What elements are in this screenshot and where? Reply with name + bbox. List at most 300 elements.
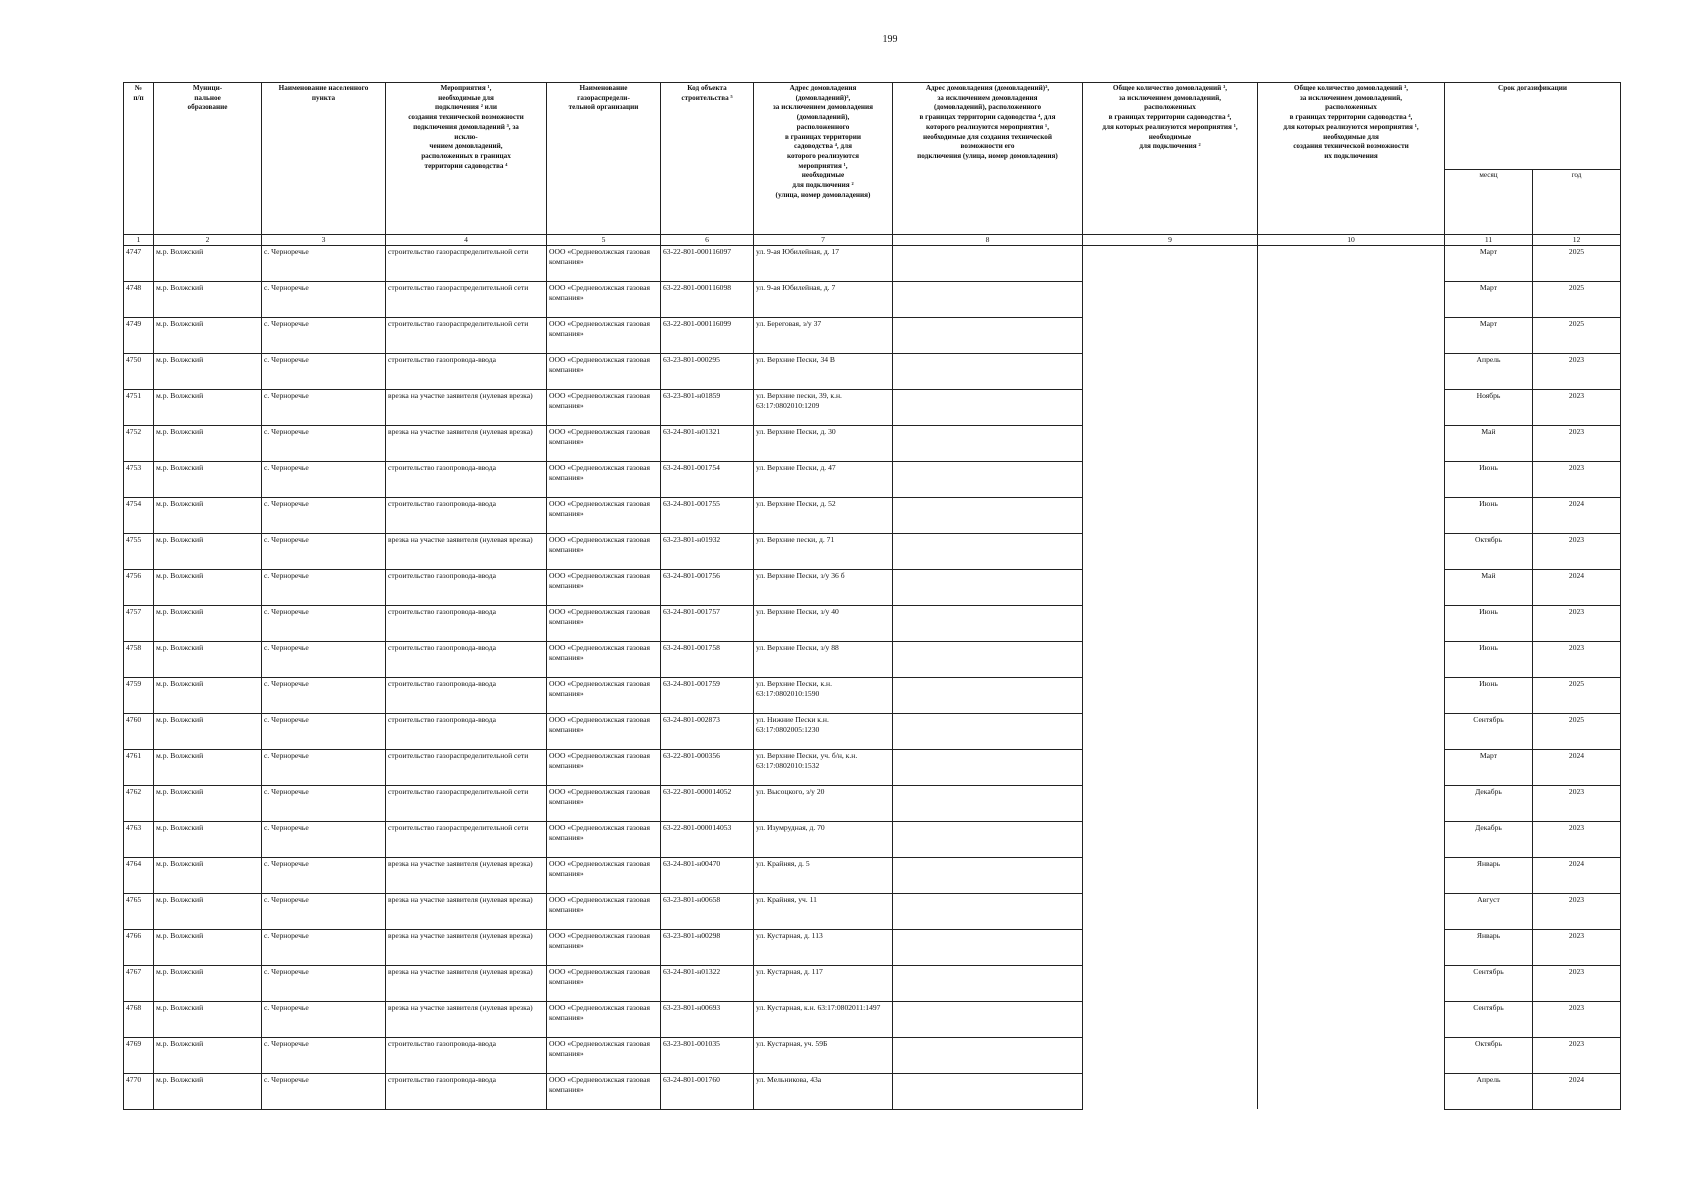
cell-month: Ноябрь (1445, 389, 1533, 425)
cell-number: 4770 (124, 1073, 154, 1109)
table-row (124, 605, 1621, 641)
cell-address: ул. Верхние пески, 39, к.н. 63:17:0802010:1209 (754, 389, 893, 425)
column-number: 12 (1533, 235, 1621, 246)
cell-object-code: 63-24-801-001754 (661, 461, 754, 497)
cell-municipality: м.р. Волжский (154, 677, 262, 713)
cell-count-technical (1258, 713, 1445, 749)
cell-count-technical (1258, 1001, 1445, 1037)
cell-event: строительство газораспределительной сети (386, 245, 547, 281)
cell-settlement: с. Черноречье (262, 1001, 386, 1037)
cell-event: строительство газораспределительной сети (386, 281, 547, 317)
cell-address: ул. Верхние Пески, д. 47 (754, 461, 893, 497)
cell-settlement: с. Черноречье (262, 389, 386, 425)
cell-address-technical (893, 317, 1083, 353)
cell-count-technical (1258, 641, 1445, 677)
header-events: Мероприятия ¹, необходимые для подключения ² или создания технической возможности подключения домовладений ³, за исклю- чением домовладений, расположенных в границах территории садоводства ⁴ (386, 83, 547, 235)
cell-event: строительство газопровода-ввода (386, 641, 547, 677)
cell-municipality: м.р. Волжский (154, 641, 262, 677)
cell-address: ул. Изумрудная, д. 70 (754, 821, 893, 857)
cell-count-connection (1083, 1037, 1258, 1073)
cell-address: ул. Верхние Пески, уч. б/н, к.н. 63:17:0802010:1532 (754, 749, 893, 785)
header-count-technical: Общее количество домовладений ³, за исключением домовладений, расположенных в границах территории садоводства ⁴, для которых реализуются мероприятия ¹, необходимые для создания технической возможности их подключения (1258, 83, 1445, 235)
table-row (124, 281, 1621, 317)
cell-settlement: с. Черноречье (262, 497, 386, 533)
header-count-connection: Общее количество домовладений ³, за исключением домовладений, расположенных в границах территории садоводства ⁴, для которых реализуются мероприятия ¹, необходимые для подключения ² (1083, 83, 1258, 235)
cell-address: ул. Верхние Пески, з/у 88 (754, 641, 893, 677)
cell-count-technical (1258, 929, 1445, 965)
header-month: месяц (1445, 170, 1533, 235)
cell-month: Январь (1445, 929, 1533, 965)
cell-count-technical (1258, 749, 1445, 785)
cell-number: 4757 (124, 605, 154, 641)
cell-month: Май (1445, 425, 1533, 461)
cell-month: Март (1445, 245, 1533, 281)
cell-municipality: м.р. Волжский (154, 353, 262, 389)
cell-event: строительство газопровода-ввода (386, 713, 547, 749)
cell-gas-organization: ООО «Средневолжская газовая компания» (547, 245, 661, 281)
cell-number: 4762 (124, 785, 154, 821)
cell-gas-organization: ООО «Средневолжская газовая компания» (547, 281, 661, 317)
cell-count-technical (1258, 1073, 1445, 1109)
cell-municipality: м.р. Волжский (154, 749, 262, 785)
cell-object-code: 63-24-801-001758 (661, 641, 754, 677)
cell-year: 2023 (1533, 461, 1621, 497)
gasification-table (123, 82, 1621, 1110)
cell-year: 2023 (1533, 353, 1621, 389)
cell-municipality: м.р. Волжский (154, 785, 262, 821)
cell-address-technical (893, 425, 1083, 461)
cell-object-code: 63-22-801-000116098 (661, 281, 754, 317)
cell-number: 4754 (124, 497, 154, 533)
cell-month: Январь (1445, 857, 1533, 893)
cell-year: 2023 (1533, 425, 1621, 461)
cell-address-technical (893, 461, 1083, 497)
cell-gas-organization: ООО «Средневолжская газовая компания» (547, 1073, 661, 1109)
cell-count-connection (1083, 929, 1258, 965)
cell-object-code: 63-23-801-001035 (661, 1037, 754, 1073)
cell-count-technical (1258, 389, 1445, 425)
cell-count-connection (1083, 245, 1258, 281)
column-number: 4 (386, 235, 547, 246)
cell-address: ул. Верхние Пески, з/у 36 б (754, 569, 893, 605)
cell-count-technical (1258, 461, 1445, 497)
cell-year: 2024 (1533, 569, 1621, 605)
cell-object-code: 63-24-801-001760 (661, 1073, 754, 1109)
cell-address: ул. Кустарная, д. 117 (754, 965, 893, 1001)
cell-gas-organization: ООО «Средневолжская газовая компания» (547, 821, 661, 857)
cell-event: строительство газопровода-ввода (386, 1073, 547, 1109)
cell-month: Декабрь (1445, 785, 1533, 821)
cell-gas-organization: ООО «Средневолжская газовая компания» (547, 461, 661, 497)
cell-number: 4767 (124, 965, 154, 1001)
cell-object-code: 63-23-801-н01859 (661, 389, 754, 425)
cell-gas-organization: ООО «Средневолжская газовая компания» (547, 497, 661, 533)
cell-gas-organization: ООО «Средневолжская газовая компания» (547, 893, 661, 929)
cell-count-connection (1083, 713, 1258, 749)
cell-year: 2023 (1533, 965, 1621, 1001)
cell-object-code: 63-23-801-н00658 (661, 893, 754, 929)
cell-object-code: 63-24-801-н01321 (661, 425, 754, 461)
cell-object-code: 63-23-801-н00693 (661, 1001, 754, 1037)
cell-count-technical (1258, 353, 1445, 389)
cell-settlement: с. Черноречье (262, 425, 386, 461)
cell-number: 4758 (124, 641, 154, 677)
cell-year: 2023 (1533, 1001, 1621, 1037)
cell-number: 4749 (124, 317, 154, 353)
header-address-connection: Адрес домовладения (домовладений)³, за исключением домовладения (домовладений), расположенного в границах территории садоводства ⁴, для которого реализуются мероприятия ¹, необходимые для подключения ² (улица, номер домовладения) (754, 83, 893, 235)
cell-month: Март (1445, 749, 1533, 785)
cell-count-technical (1258, 785, 1445, 821)
cell-count-connection (1083, 641, 1258, 677)
table-row (124, 749, 1621, 785)
cell-year: 2023 (1533, 1037, 1621, 1073)
cell-address: ул. Кустарная, д. 113 (754, 929, 893, 965)
cell-year: 2025 (1533, 245, 1621, 281)
cell-address-technical (893, 497, 1083, 533)
cell-month: Март (1445, 281, 1533, 317)
header-year: год (1533, 170, 1621, 235)
cell-object-code: 63-23-801-000295 (661, 353, 754, 389)
table-row (124, 713, 1621, 749)
cell-settlement: с. Черноречье (262, 677, 386, 713)
cell-gas-organization: ООО «Средневолжская газовая компания» (547, 605, 661, 641)
cell-count-technical (1258, 533, 1445, 569)
cell-gas-organization: ООО «Средневолжская газовая компания» (547, 1001, 661, 1037)
cell-count-connection (1083, 533, 1258, 569)
cell-settlement: с. Черноречье (262, 569, 386, 605)
table-row (124, 1073, 1621, 1109)
cell-gas-organization: ООО «Средневолжская газовая компания» (547, 1037, 661, 1073)
table-row (124, 893, 1621, 929)
cell-object-code: 63-24-801-001756 (661, 569, 754, 605)
cell-address: ул. Кустарная, уч. 59Б (754, 1037, 893, 1073)
cell-event: врезка на участке заявителя (нулевая врезка) (386, 425, 547, 461)
cell-municipality: м.р. Волжский (154, 965, 262, 1001)
cell-gas-organization: ООО «Средневолжская газовая компания» (547, 857, 661, 893)
cell-municipality: м.р. Волжский (154, 389, 262, 425)
cell-municipality: м.р. Волжский (154, 245, 262, 281)
header-deadline: Срок догазификации (1445, 83, 1621, 170)
cell-number: 4769 (124, 1037, 154, 1073)
cell-object-code: 63-22-801-000014053 (661, 821, 754, 857)
cell-count-technical (1258, 821, 1445, 857)
cell-year: 2024 (1533, 1073, 1621, 1109)
column-number: 3 (262, 235, 386, 246)
cell-address: ул. Крайняя, уч. 11 (754, 893, 893, 929)
table-row (124, 1037, 1621, 1073)
cell-number: 4766 (124, 929, 154, 965)
cell-gas-organization: ООО «Средневолжская газовая компания» (547, 929, 661, 965)
cell-settlement: с. Черноречье (262, 641, 386, 677)
cell-count-connection (1083, 461, 1258, 497)
cell-address-technical (893, 677, 1083, 713)
table-row (124, 965, 1621, 1001)
cell-address-technical (893, 1001, 1083, 1037)
cell-number: 4759 (124, 677, 154, 713)
cell-month: Май (1445, 569, 1533, 605)
cell-number: 4763 (124, 821, 154, 857)
cell-municipality: м.р. Волжский (154, 1073, 262, 1109)
cell-count-technical (1258, 317, 1445, 353)
table-row (124, 245, 1621, 281)
cell-gas-organization: ООО «Средневолжская газовая компания» (547, 677, 661, 713)
cell-object-code: 63-23-801-н01932 (661, 533, 754, 569)
cell-settlement: с. Черноречье (262, 785, 386, 821)
cell-settlement: с. Черноречье (262, 749, 386, 785)
cell-count-connection (1083, 857, 1258, 893)
cell-number: 4765 (124, 893, 154, 929)
header-settlement: Наименование населенного пункта (262, 83, 386, 235)
column-number: 7 (754, 235, 893, 246)
cell-count-technical (1258, 893, 1445, 929)
cell-event: строительство газораспределительной сети (386, 785, 547, 821)
cell-month: Апрель (1445, 1073, 1533, 1109)
cell-gas-organization: ООО «Средневолжская газовая компания» (547, 425, 661, 461)
cell-number: 4756 (124, 569, 154, 605)
cell-settlement: с. Черноречье (262, 821, 386, 857)
table-row (124, 533, 1621, 569)
cell-event: врезка на участке заявителя (нулевая врезка) (386, 389, 547, 425)
cell-gas-organization: ООО «Средневолжская газовая компания» (547, 317, 661, 353)
cell-object-code: 63-22-801-000116097 (661, 245, 754, 281)
cell-number: 4755 (124, 533, 154, 569)
cell-count-connection (1083, 677, 1258, 713)
cell-event: строительство газопровода-ввода (386, 353, 547, 389)
cell-count-technical (1258, 497, 1445, 533)
cell-count-connection (1083, 389, 1258, 425)
cell-gas-organization: ООО «Средневолжская газовая компания» (547, 353, 661, 389)
table-row (124, 821, 1621, 857)
cell-address: ул. Верхние Пески, з/у 40 (754, 605, 893, 641)
table-row (124, 425, 1621, 461)
table-row (124, 497, 1621, 533)
cell-count-connection (1083, 281, 1258, 317)
cell-year: 2023 (1533, 929, 1621, 965)
cell-event: врезка на участке заявителя (нулевая врезка) (386, 965, 547, 1001)
column-number: 9 (1083, 235, 1258, 246)
cell-month: Сентябрь (1445, 965, 1533, 1001)
cell-municipality: м.р. Волжский (154, 605, 262, 641)
cell-year: 2023 (1533, 389, 1621, 425)
cell-municipality: м.р. Волжский (154, 1001, 262, 1037)
cell-count-connection (1083, 821, 1258, 857)
cell-address-technical (893, 533, 1083, 569)
cell-object-code: 63-22-801-000116099 (661, 317, 754, 353)
cell-address-technical (893, 641, 1083, 677)
cell-count-connection (1083, 1073, 1258, 1109)
cell-settlement: с. Черноречье (262, 353, 386, 389)
cell-count-connection (1083, 497, 1258, 533)
cell-year: 2024 (1533, 497, 1621, 533)
cell-address-technical (893, 785, 1083, 821)
table-row (124, 677, 1621, 713)
cell-address: ул. Верхние Пески, к.н. 63:17:0802010:1590 (754, 677, 893, 713)
cell-event: врезка на участке заявителя (нулевая врезка) (386, 1001, 547, 1037)
cell-address-technical (893, 749, 1083, 785)
cell-count-connection (1083, 425, 1258, 461)
cell-number: 4747 (124, 245, 154, 281)
cell-month: Март (1445, 317, 1533, 353)
cell-event: строительство газораспределительной сети (386, 317, 547, 353)
cell-count-technical (1258, 425, 1445, 461)
header-object-code: Код объекта строительства ⁵ (661, 83, 754, 235)
header-row (124, 83, 1621, 170)
cell-gas-organization: ООО «Средневолжская газовая компания» (547, 569, 661, 605)
cell-count-connection (1083, 605, 1258, 641)
cell-month: Октябрь (1445, 1037, 1533, 1073)
cell-settlement: с. Черноречье (262, 713, 386, 749)
cell-address: ул. Береговая, з/у 37 (754, 317, 893, 353)
table-row (124, 317, 1621, 353)
cell-number: 4764 (124, 857, 154, 893)
cell-municipality: м.р. Волжский (154, 1037, 262, 1073)
cell-event: строительство газораспределительной сети (386, 821, 547, 857)
cell-settlement: с. Черноречье (262, 1073, 386, 1109)
cell-municipality: м.р. Волжский (154, 857, 262, 893)
table-row (124, 569, 1621, 605)
cell-month: Октябрь (1445, 533, 1533, 569)
cell-year: 2025 (1533, 677, 1621, 713)
cell-gas-organization: ООО «Средневолжская газовая компания» (547, 965, 661, 1001)
header-address-technical: Адрес домовладения (домовладений)³, за исключением домовладения (домовладений), расположенного в границах территории садоводства ⁴, для которого реализуются мероприятия ¹, необходимые для создания технической возможности его подключения (улица, номер домовладения) (893, 83, 1083, 235)
cell-event: врезка на участке заявителя (нулевая врезка) (386, 857, 547, 893)
cell-number: 4750 (124, 353, 154, 389)
cell-event: врезка на участке заявителя (нулевая врезка) (386, 533, 547, 569)
cell-count-connection (1083, 785, 1258, 821)
cell-gas-organization: ООО «Средневолжская газовая компания» (547, 389, 661, 425)
cell-year: 2023 (1533, 533, 1621, 569)
cell-count-connection (1083, 1001, 1258, 1037)
cell-object-code: 63-22-801-000014052 (661, 785, 754, 821)
cell-count-technical (1258, 281, 1445, 317)
cell-address-technical (893, 1073, 1083, 1109)
cell-event: строительство газопровода-ввода (386, 461, 547, 497)
table-row (124, 461, 1621, 497)
cell-settlement: с. Черноречье (262, 857, 386, 893)
cell-municipality: м.р. Волжский (154, 317, 262, 353)
cell-year: 2023 (1533, 605, 1621, 641)
cell-address: ул. Верхние Пески, д. 52 (754, 497, 893, 533)
cell-address-technical (893, 821, 1083, 857)
cell-address: ул. Крайняя, д. 5 (754, 857, 893, 893)
cell-object-code: 63-24-801-002873 (661, 713, 754, 749)
cell-count-technical (1258, 857, 1445, 893)
cell-year: 2023 (1533, 641, 1621, 677)
cell-address: ул. Мельникова, 43а (754, 1073, 893, 1109)
cell-number: 4752 (124, 425, 154, 461)
column-number-row (124, 235, 1621, 246)
cell-settlement: с. Черноречье (262, 605, 386, 641)
cell-object-code: 63-24-801-н01322 (661, 965, 754, 1001)
cell-year: 2024 (1533, 857, 1621, 893)
cell-gas-organization: ООО «Средневолжская газовая компания» (547, 713, 661, 749)
cell-municipality: м.р. Волжский (154, 893, 262, 929)
cell-number: 4761 (124, 749, 154, 785)
cell-count-technical (1258, 605, 1445, 641)
cell-object-code: 63-22-801-000356 (661, 749, 754, 785)
cell-count-connection (1083, 749, 1258, 785)
header-municipality: Муници- пальное образование (154, 83, 262, 235)
cell-event: врезка на участке заявителя (нулевая врезка) (386, 929, 547, 965)
cell-event: строительство газопровода-ввода (386, 569, 547, 605)
cell-address: ул. Нижние Пески к.н. 63:17:0802005:1230 (754, 713, 893, 749)
cell-month: Июнь (1445, 677, 1533, 713)
cell-settlement: с. Черноречье (262, 893, 386, 929)
cell-month: Сентябрь (1445, 713, 1533, 749)
column-number: 11 (1445, 235, 1533, 246)
cell-month: Июнь (1445, 641, 1533, 677)
table-row (124, 353, 1621, 389)
cell-municipality: м.р. Волжский (154, 461, 262, 497)
column-number: 1 (124, 235, 154, 246)
column-number: 10 (1258, 235, 1445, 246)
cell-count-connection (1083, 569, 1258, 605)
cell-month: Июнь (1445, 461, 1533, 497)
cell-year: 2025 (1533, 317, 1621, 353)
table-row (124, 929, 1621, 965)
cell-settlement: с. Черноречье (262, 245, 386, 281)
cell-count-connection (1083, 353, 1258, 389)
cell-address: ул. Кустарная, к.н. 63:17:0802011:1497 (754, 1001, 893, 1037)
cell-municipality: м.р. Волжский (154, 569, 262, 605)
cell-count-technical (1258, 245, 1445, 281)
cell-address: ул. Высоцкого, з/у 20 (754, 785, 893, 821)
cell-object-code: 63-24-801-001755 (661, 497, 754, 533)
cell-address-technical (893, 281, 1083, 317)
column-number: 6 (661, 235, 754, 246)
cell-count-connection (1083, 317, 1258, 353)
cell-month: Сентябрь (1445, 1001, 1533, 1037)
cell-event: строительство газопровода-ввода (386, 605, 547, 641)
cell-address-technical (893, 965, 1083, 1001)
cell-settlement: с. Черноречье (262, 1037, 386, 1073)
cell-year: 2024 (1533, 749, 1621, 785)
page-number: 199 (882, 34, 898, 45)
cell-event: строительство газопровода-ввода (386, 677, 547, 713)
column-number: 2 (154, 235, 262, 246)
cell-object-code: 63-24-801-001759 (661, 677, 754, 713)
cell-object-code: 63-24-801-н00470 (661, 857, 754, 893)
cell-number: 4760 (124, 713, 154, 749)
cell-settlement: с. Черноречье (262, 929, 386, 965)
cell-address-technical (893, 569, 1083, 605)
cell-number: 4751 (124, 389, 154, 425)
cell-count-technical (1258, 569, 1445, 605)
cell-month: Июнь (1445, 605, 1533, 641)
table-row (124, 857, 1621, 893)
cell-address-technical (893, 1037, 1083, 1073)
cell-address-technical (893, 857, 1083, 893)
cell-month: Август (1445, 893, 1533, 929)
cell-year: 2023 (1533, 893, 1621, 929)
cell-municipality: м.р. Волжский (154, 281, 262, 317)
cell-year: 2023 (1533, 821, 1621, 857)
cell-address-technical (893, 893, 1083, 929)
table-row (124, 785, 1621, 821)
cell-settlement: с. Черноречье (262, 461, 386, 497)
cell-event: строительство газораспределительной сети (386, 749, 547, 785)
column-number: 5 (547, 235, 661, 246)
header-number: № п/п (124, 83, 154, 235)
cell-address: ул. 9-ая Юбилейная, д. 7 (754, 281, 893, 317)
cell-count-connection (1083, 893, 1258, 929)
cell-gas-organization: ООО «Средневолжская газовая компания» (547, 641, 661, 677)
header-gas-organization: Наименование газораспредели- тельной организации (547, 83, 661, 235)
cell-address: ул. 9-ая Юбилейная, д. 17 (754, 245, 893, 281)
cell-count-technical (1258, 965, 1445, 1001)
table-row (124, 641, 1621, 677)
cell-month: Апрель (1445, 353, 1533, 389)
